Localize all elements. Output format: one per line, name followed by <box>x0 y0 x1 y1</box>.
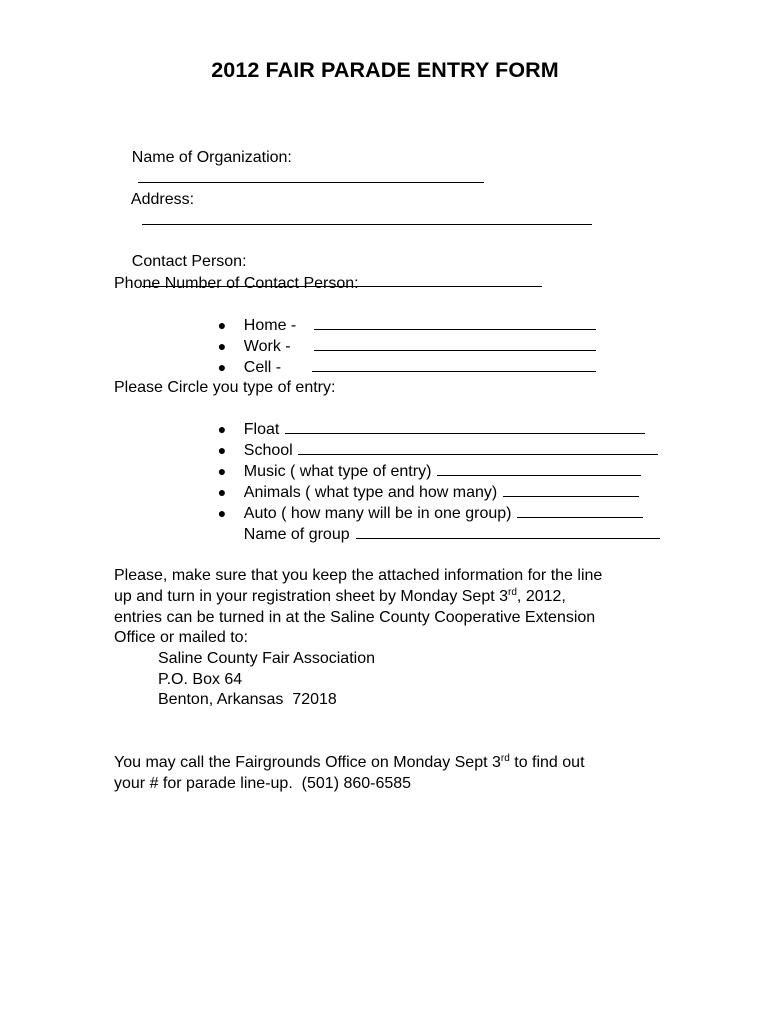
phone-cell-label: Cell - <box>243 359 282 376</box>
bullet-icon: ● <box>217 317 227 333</box>
notice-line-2: up and turn in your registration sheet by Monday Sept 3rd, 2012, <box>114 587 566 605</box>
call-note-line-1: You may call the Fairgrounds Office on Monday Sept 3rd to find out <box>114 753 585 771</box>
phone-heading: Phone Number of Contact Person: <box>114 275 359 292</box>
page-title: 2012 FAIR PARADE ENTRY FORM <box>211 58 559 82</box>
group-name-row <box>200 504 660 565</box>
notice-line-3: entries can be turned in at the Saline County Cooperative Extension <box>114 609 596 626</box>
mail-address-line-3: Benton, Arkansas 72018 <box>158 691 337 708</box>
phone-home-label: Home - <box>243 317 297 334</box>
bullet-icon: ● <box>217 484 227 500</box>
entry-float-label[interactable]: Float <box>243 421 280 438</box>
phone-cell-blank[interactable] <box>312 357 596 372</box>
mail-address-line-2: P.O. Box 64 <box>158 671 243 688</box>
entry-auto-label[interactable]: Auto ( how many will be in one group) <box>243 505 512 522</box>
entry-animals-label[interactable]: Animals ( what type and how many) <box>243 484 498 501</box>
notice-line-4: Office or mailed to: <box>114 629 248 646</box>
bullet-icon: ● <box>217 463 227 479</box>
bullet-icon: ● <box>217 442 227 458</box>
organization-label: Name of Organization: <box>131 149 292 166</box>
address-label: Address: <box>130 191 195 208</box>
bullet-icon: ● <box>217 359 227 375</box>
notice-line-1: Please, make sure that you keep the attached information for the line <box>114 567 603 584</box>
address-blank[interactable] <box>142 210 592 225</box>
entry-music-label[interactable]: Music ( what type of entry) <box>243 463 432 480</box>
group-name-blank[interactable] <box>356 524 660 539</box>
entry-school-label[interactable]: School <box>243 442 293 459</box>
entry-type-prompt: Please Circle you type of entry: <box>114 379 336 396</box>
bullet-icon: ● <box>217 421 227 437</box>
call-note-line-2: your # for parade line-up. (501) 860-6585 <box>114 775 412 792</box>
contact-person-label: Contact Person: <box>131 253 247 270</box>
bullet-icon: ● <box>217 338 227 354</box>
phone-work-label: Work - <box>243 338 291 355</box>
mail-address-line-1: Saline County Fair Association <box>158 650 375 667</box>
group-name-label: Name of group <box>243 526 350 543</box>
bullet-icon: ● <box>217 505 227 521</box>
